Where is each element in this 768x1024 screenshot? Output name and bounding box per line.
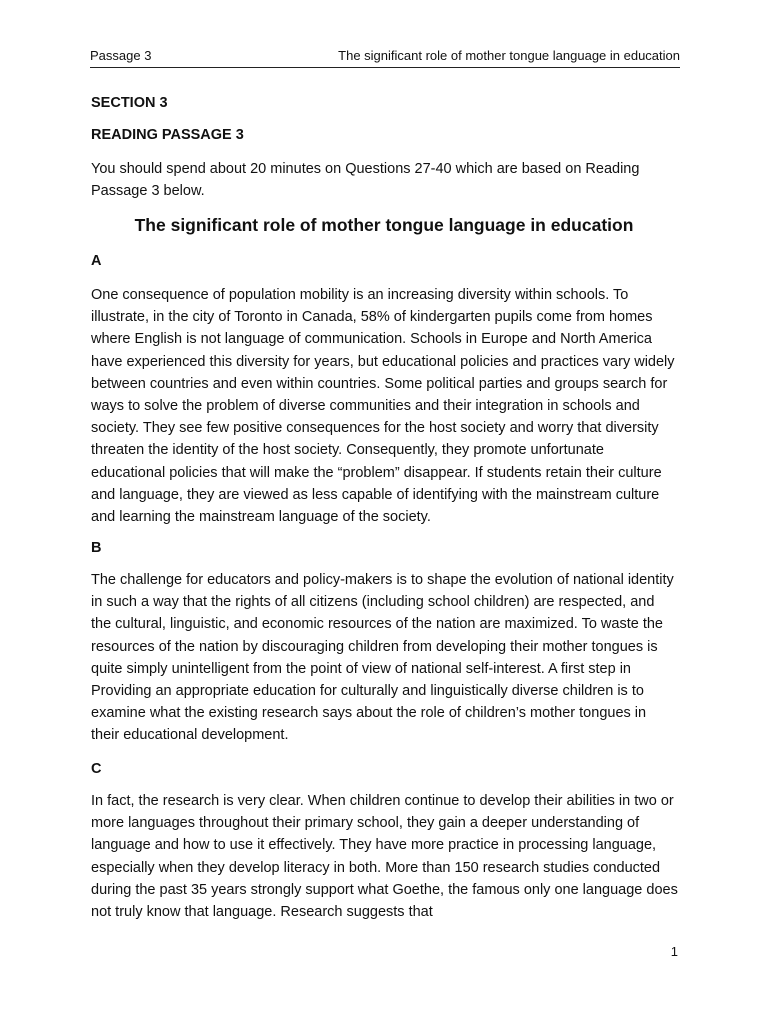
paragraph-label-c: C	[91, 761, 102, 777]
paragraph-a: One consequence of population mobility is an increasing diversity within schools. To illustrate, in the city of Toronto in Canada, 58% of kindergarten pupils come from homes where English is not language of communication. Schools in Europe and North America have experienced this diversity for years, but educational policies and practices vary widely between countries and even within countries. Some political parties and groups search for ways to solve the problem of diverse communities and their integration in schools and society. They see few positive consequences for the host society and worry that diversity threaten the identity of the host society. Consequently, they promote unfortunate educational policies that will make the “problem” disappear. If students retain their culture and language, they are viewed as less capable of identifying with the mainstream culture and learning the mainstream language of the society.	[91, 287, 675, 526]
header-title: The significant role of mother tongue language in education	[338, 48, 680, 63]
header-passage-label: Passage 3	[90, 48, 152, 63]
page-header	[90, 47, 680, 68]
section-subtitle: READING PASSAGE 3	[91, 127, 244, 143]
instructions-text: You should spend about 20 minutes on Questions 27-40 which are based on Reading Passage 3 below.	[91, 161, 640, 199]
section-title: SECTION 3	[91, 95, 168, 111]
paragraph-b: The challenge for educators and policy-makers is to shape the evolution of national identity in such a way that the rights of all citizens (including school children) are respected, and the cultural, linguistic, and economic resources of the nation are maximized. To waste the resources of the nation by discouraging children from developing their mother tongues is quite simply unintelligent from the point of view of national self-interest. A first step in Providing an appropriate education for culturally and linguistically diverse children is to examine what the existing research says about the role of children’s mother tongues in their educational development.	[91, 572, 674, 744]
paragraph-label-a: A	[91, 253, 102, 269]
article-title: The significant role of mother tongue language in education	[134, 215, 634, 235]
page-number: 1	[670, 944, 678, 959]
paragraph-label-b: B	[91, 540, 102, 556]
paragraph-c: In fact, the research is very clear. When children continue to develop their abilities in two or more languages throughout their primary school, they gain a deeper understanding of language and how to use it effectively. They have more practice in processing language, especially when they develop literacy in both. More than 150 research studies conducted during the past 35 years strongly support what Goethe, the famous only one language does not truly know that language. Research suggests that	[91, 793, 678, 921]
